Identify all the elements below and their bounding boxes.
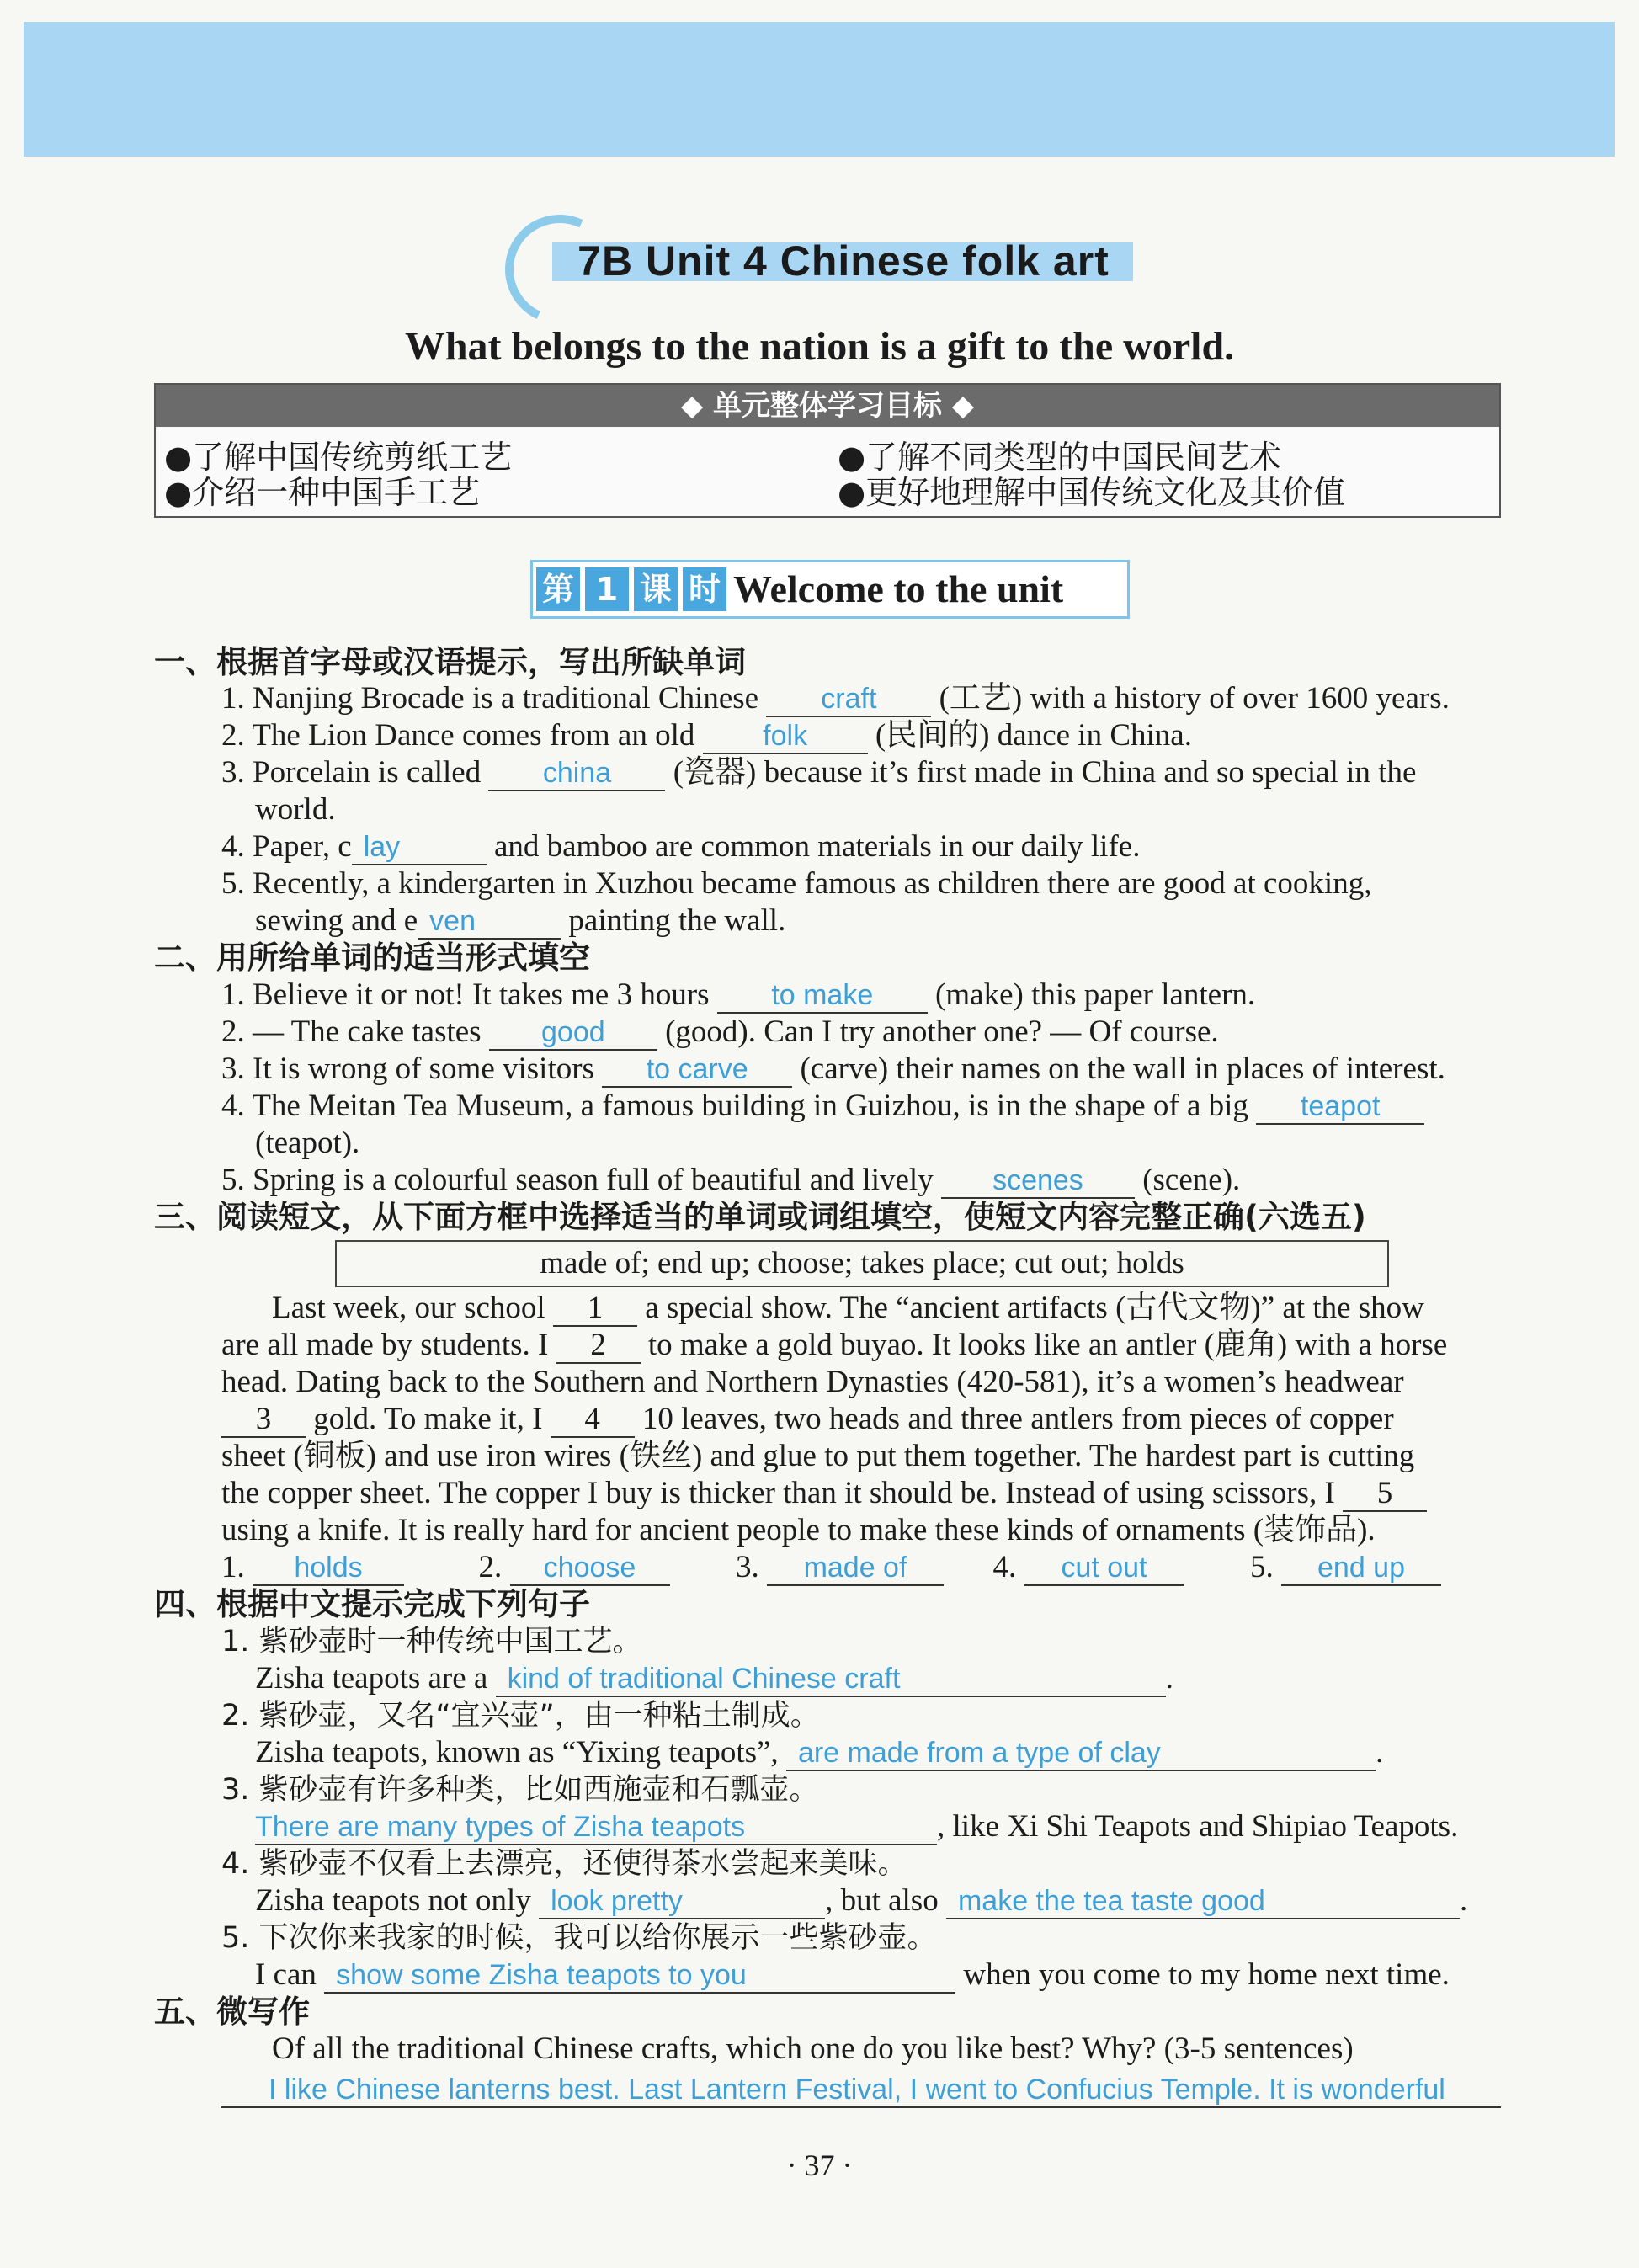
lesson-char-di: 第 (536, 567, 580, 611)
answer-row: 1. holds 2. choose 3. made of 4. cut out 5. end up (221, 1549, 1441, 1586)
section4-heading: 四、根据中文提示完成下列句子 (154, 1586, 590, 1622)
s2-question-3: 3. It is wrong of some visitors to carve (carve) their names on the wall in places of interest. (221, 1051, 1445, 1086)
answer-blank: kind of traditional Chinese craft (496, 1662, 1166, 1697)
s1-question-4: 4. Paper, c lay and bamboo are common materials in our daily life. (221, 829, 1141, 864)
answer-blank: folk (703, 719, 868, 754)
unit-title: 7B Unit 4 Chinese folk art (519, 227, 1168, 295)
answer-blank: ven (418, 904, 561, 940)
goal-item: ●了解不同类型的中国民间艺术 (838, 439, 1282, 476)
page-number: · 37 · (786, 2148, 853, 2182)
passage-line: Last week, our school 1 a special show. The “ancient artifacts (古代文物)” at the show (272, 1291, 1424, 1325)
answer-blank: good (489, 1015, 657, 1051)
goals-heading: ◆ 单元整体学习目标 ◆ (156, 385, 1499, 427)
s4-question-3-cn: 3. 紫砂壶有许多种类，比如西施壶和石瓢壶。 (221, 1773, 819, 1807)
s1-question-2: 2. The Lion Dance comes from an old folk (民间的) dance in China. (221, 718, 1192, 753)
s4-question-1-cn: 1. 紫砂壶时一种传统中国工艺。 (221, 1625, 642, 1658)
answer-blank: scenes (941, 1163, 1135, 1199)
s4-question-4-cn: 4. 紫砂壶不仅看上去漂亮，还使得茶水尝起来美味。 (221, 1847, 907, 1881)
section5-heading: 五、微写作 (154, 1994, 310, 2030)
s1-question-3-cont: world. (255, 792, 336, 827)
s2-question-2: 2. — The cake tastes good (good). Can I try another one? — Of course. (221, 1014, 1219, 1049)
answer-blank: make the tea taste good (946, 1884, 1460, 1919)
answer-blank: show some Zisha teapots to you (324, 1958, 955, 1994)
answer-blank: to carve (602, 1052, 792, 1088)
s2-question-1: 1. Believe it or not! It takes me 3 hours to make (make) this paper lantern. (221, 977, 1256, 1012)
s1-question-1: 1. Nanjing Brocade is a traditional Chinese craft (工艺) with a history of over 1600 years. (221, 681, 1450, 716)
s4-question-5: I can show some Zisha teapots to you when you come to my home next time. (255, 1957, 1450, 1992)
answer-blank: to make (717, 978, 928, 1014)
writing-prompt: Of all the traditional Chinese crafts, which one do you like best? Why? (3-5 sentences) (272, 2031, 1354, 2066)
answer-blank: choose (510, 1551, 670, 1586)
lesson-number: 1 (585, 567, 629, 611)
s4-question-2-cn: 2. 紫砂壶，又名“宜兴壶”，由一种粘土制成。 (221, 1699, 820, 1733)
s4-question-2: Zisha teapots, known as “Yixing teapots”, are made from a type of clay . (255, 1735, 1384, 1770)
s2-question-4: 4. The Meitan Tea Museum, a famous building in Guizhou, is in the shape of a big teapot (221, 1088, 1424, 1125)
lesson-char-shi: 时 (683, 567, 726, 611)
writing-answer (221, 2071, 1501, 2108)
passage-line: the copper sheet. The copper I buy is thicker than it should be. Instead of using scissors, I 5 (221, 1475, 1427, 1512)
answer-blank: cut out (1024, 1551, 1184, 1586)
answer-blank: craft (766, 682, 931, 717)
s2-question-5: 5. Spring is a colourful season full of beautiful and lively scenes (scene). (221, 1163, 1241, 1197)
unit-motto: What belongs to the nation is a gift to the world. (404, 324, 1235, 369)
passage-line: sheet (铜板) and use iron wires (铁丝) and glue to put them together. The hardest part is cutting (221, 1439, 1415, 1473)
goal-item: ●更好地理解中国传统文化及其价值 (838, 474, 1346, 511)
answer-blank: are made from a type of clay (786, 1736, 1376, 1771)
answer-blank: holds (253, 1551, 404, 1586)
lesson-name: Welcome to the unit (733, 567, 1064, 610)
s2-question-4-cont: (teapot). (255, 1126, 360, 1160)
s1-question-5-cont: sewing and e ven painting the wall. (255, 903, 786, 938)
answer-blank: end up (1281, 1551, 1441, 1586)
s4-question-1: Zisha teapots are a kind of traditional Chinese craft . (255, 1661, 1173, 1696)
passage-line: are all made by students. I 2 to make a gold buyao. It looks like an antler (鹿角) with a horse (221, 1328, 1448, 1362)
s4-question-3: There are many types of Zisha teapots , like Xi Shi Teapots and Shipiao Teapots. (255, 1809, 1459, 1844)
section3-heading: 三、阅读短文，从下面方框中选择适当的单词或词组填空，使短文内容完整正确(六选五) (154, 1199, 1366, 1235)
answer-blank: look pretty (539, 1884, 825, 1919)
section2-heading: 二、用所给单词的适当形式填空 (154, 940, 590, 976)
s1-question-5: 5. Recently, a kindergarten in Xuzhou became famous as children there are good at cooking, (221, 866, 1372, 901)
answer-blank: made of (767, 1551, 944, 1586)
answer-blank: china (488, 756, 665, 791)
lesson-char-ke: 课 (634, 567, 678, 611)
s4-question-5-cn: 5. 下次你来我家的时候，我可以给你展示一些紫砂壶。 (221, 1921, 937, 1955)
section1-heading: 一、根据首字母或汉语提示，写出所缺单词 (154, 644, 746, 680)
word-choice-box: made of; end up; choose; takes place; cut out; holds (335, 1240, 1389, 1287)
goal-item: ●了解中国传统剪纸工艺 (164, 439, 513, 476)
answer-blank: There are many types of Zisha teapots (255, 1810, 937, 1845)
answer-line: I like Chinese lanterns best. Last Lantern Festival, I went to Confucius Temple. It is wonderful (221, 2073, 1501, 2108)
s4-question-4: Zisha teapots not only look pretty , but also make the tea taste good . (255, 1883, 1468, 1918)
passage-line: head. Dating back to the Southern and Northern Dynasties (420-581), it’s a women’s headwear (221, 1365, 1404, 1399)
answer-blank: teapot (1256, 1089, 1424, 1125)
passage-line: using a knife. It is really hard for ancient people to make these kinds of ornaments (装饰品). (221, 1513, 1376, 1547)
lesson-title (530, 560, 1130, 619)
goal-item: ●介绍一种中国手工艺 (164, 474, 481, 511)
learning-goals-box (154, 383, 1501, 518)
header-band (24, 22, 1615, 157)
passage-line: 3 gold. To make it, I 4 10 leaves, two heads and three antlers from pieces of copper (221, 1401, 1394, 1438)
answer-blank: lay (352, 830, 487, 865)
s1-question-3: 3. Porcelain is called china (瓷器) because it’s first made in China and so special in the (221, 755, 1417, 790)
